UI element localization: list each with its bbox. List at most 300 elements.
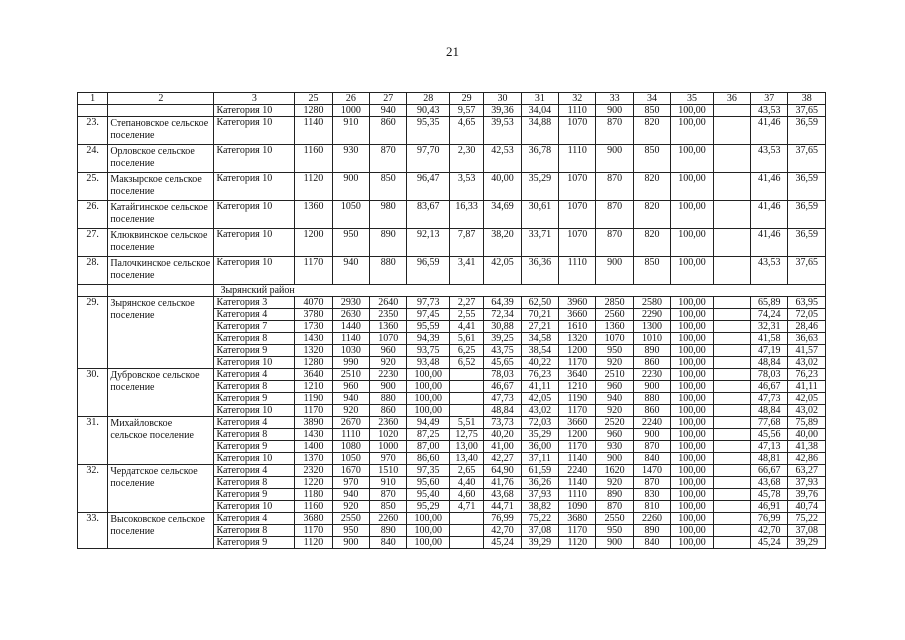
column-header: 35 xyxy=(671,93,713,105)
value-cell: 100,00 xyxy=(671,393,713,405)
value-cell: 41,58 xyxy=(751,333,788,345)
value-cell xyxy=(449,381,483,393)
value-cell: 2350 xyxy=(370,309,407,321)
category-cell: Категория 4 xyxy=(214,513,295,525)
value-cell: 880 xyxy=(633,393,670,405)
value-cell: 1110 xyxy=(559,105,596,117)
value-cell: 40,22 xyxy=(521,357,558,369)
value-cell: 38,20 xyxy=(484,229,521,257)
value-cell: 870 xyxy=(370,145,407,173)
value-cell: 930 xyxy=(596,441,633,453)
settlement-name-cell xyxy=(108,105,214,117)
value-cell: 1070 xyxy=(370,333,407,345)
district-row xyxy=(78,285,826,297)
value-cell: 4070 xyxy=(295,297,332,309)
value-cell: 74,24 xyxy=(751,309,788,321)
value-cell: 100,00 xyxy=(671,513,713,525)
value-cell: 41,38 xyxy=(788,441,826,453)
value-cell: 33,71 xyxy=(521,229,558,257)
value-cell: 920 xyxy=(596,357,633,369)
settlement-name-cell: Катайгинское сельское поселение xyxy=(108,201,214,229)
value-cell: 36,59 xyxy=(788,117,826,145)
value-cell: 34,04 xyxy=(521,105,558,117)
value-cell: 97,70 xyxy=(407,145,449,173)
value-cell: 97,73 xyxy=(407,297,449,309)
value-cell: 2230 xyxy=(370,369,407,381)
value-cell xyxy=(713,357,750,369)
value-cell: 100,00 xyxy=(407,393,449,405)
table-row xyxy=(78,417,826,429)
value-cell xyxy=(713,501,750,513)
value-cell: 35,29 xyxy=(521,173,558,201)
column-header: 32 xyxy=(559,93,596,105)
value-cell xyxy=(713,489,750,501)
row-number-cell xyxy=(78,105,108,117)
value-cell: 63,95 xyxy=(788,297,826,309)
value-cell: 100,00 xyxy=(671,489,713,501)
category-cell: Категория 4 xyxy=(214,369,295,381)
value-cell: 4,40 xyxy=(449,477,483,489)
value-cell: 38,82 xyxy=(521,501,558,513)
value-cell xyxy=(713,173,750,201)
value-cell: 2290 xyxy=(633,309,670,321)
value-cell: 900 xyxy=(596,537,633,549)
value-cell: 2510 xyxy=(332,369,369,381)
value-cell: 1140 xyxy=(559,477,596,489)
value-cell: 1170 xyxy=(295,405,332,417)
value-cell: 950 xyxy=(332,525,369,537)
value-cell: 100,00 xyxy=(671,501,713,513)
value-cell: 920 xyxy=(332,501,369,513)
value-cell: 890 xyxy=(596,489,633,501)
value-cell: 1170 xyxy=(559,405,596,417)
value-cell: 45,56 xyxy=(751,429,788,441)
value-cell: 36,59 xyxy=(788,201,826,229)
value-cell: 1360 xyxy=(370,321,407,333)
value-cell: 87,00 xyxy=(407,441,449,453)
value-cell: 2,65 xyxy=(449,465,483,477)
value-cell: 3960 xyxy=(559,297,596,309)
value-cell: 36,59 xyxy=(788,229,826,257)
value-cell: 100,00 xyxy=(671,405,713,417)
value-cell: 86,60 xyxy=(407,453,449,465)
value-cell: 100,00 xyxy=(407,381,449,393)
value-cell: 2640 xyxy=(370,297,407,309)
column-header: 30 xyxy=(484,93,521,105)
value-cell: 38,54 xyxy=(521,345,558,357)
value-cell: 6,25 xyxy=(449,345,483,357)
value-cell: 1170 xyxy=(295,257,332,285)
value-cell: 94,39 xyxy=(407,333,449,345)
value-cell: 1050 xyxy=(332,201,369,229)
value-cell: 1110 xyxy=(559,257,596,285)
value-cell: 43,53 xyxy=(751,105,788,117)
value-cell: 990 xyxy=(332,357,369,369)
value-cell: 72,03 xyxy=(521,417,558,429)
value-cell: 75,22 xyxy=(788,513,826,525)
value-cell: 41,57 xyxy=(788,345,826,357)
row-number-cell: 32. xyxy=(78,465,108,513)
value-cell xyxy=(713,453,750,465)
value-cell: 40,00 xyxy=(788,429,826,441)
value-cell: 47,73 xyxy=(751,393,788,405)
value-cell: 910 xyxy=(370,477,407,489)
row-number-cell: 23. xyxy=(78,117,108,145)
value-cell: 90,43 xyxy=(407,105,449,117)
value-cell: 3680 xyxy=(295,513,332,525)
category-cell: Категория 10 xyxy=(214,145,295,173)
category-cell: Категория 10 xyxy=(214,453,295,465)
value-cell: 2240 xyxy=(559,465,596,477)
value-cell: 36,00 xyxy=(521,441,558,453)
value-cell: 34,58 xyxy=(521,333,558,345)
value-cell: 1080 xyxy=(332,441,369,453)
value-cell: 61,59 xyxy=(521,465,558,477)
value-cell: 100,00 xyxy=(671,357,713,369)
value-cell: 900 xyxy=(633,429,670,441)
value-cell: 900 xyxy=(596,145,633,173)
value-cell: 42,86 xyxy=(788,453,826,465)
value-cell: 880 xyxy=(370,257,407,285)
value-cell: 1320 xyxy=(559,333,596,345)
value-cell: 2,30 xyxy=(449,145,483,173)
value-cell: 2560 xyxy=(596,309,633,321)
value-cell xyxy=(713,333,750,345)
value-cell: 1140 xyxy=(332,333,369,345)
value-cell xyxy=(713,309,750,321)
value-cell: 850 xyxy=(633,257,670,285)
value-cell: 37,65 xyxy=(788,145,826,173)
settlement-name-cell: Дубровское сельское поселение xyxy=(108,369,214,417)
value-cell: 100,00 xyxy=(671,537,713,549)
value-cell: 860 xyxy=(370,405,407,417)
settlement-name-cell xyxy=(108,285,214,297)
value-cell: 9,57 xyxy=(449,105,483,117)
category-cell: Категория 8 xyxy=(214,333,295,345)
value-cell xyxy=(713,381,750,393)
value-cell: 3660 xyxy=(559,309,596,321)
settlement-name-cell: Зырянское сельское поселение xyxy=(108,297,214,369)
value-cell: 1170 xyxy=(295,525,332,537)
value-cell: 1120 xyxy=(559,537,596,549)
value-cell: 1280 xyxy=(295,357,332,369)
column-header: 28 xyxy=(407,93,449,105)
value-cell: 1300 xyxy=(633,321,670,333)
value-cell: 39,29 xyxy=(788,537,826,549)
value-cell: 840 xyxy=(633,537,670,549)
value-cell: 37,11 xyxy=(521,453,558,465)
value-cell: 5,61 xyxy=(449,333,483,345)
value-cell: 95,35 xyxy=(407,117,449,145)
value-cell: 72,05 xyxy=(788,309,826,321)
value-cell: 7,87 xyxy=(449,229,483,257)
value-cell: 870 xyxy=(596,229,633,257)
tariff-table xyxy=(77,92,826,549)
value-cell xyxy=(713,441,750,453)
value-cell xyxy=(713,145,750,173)
value-cell: 1000 xyxy=(332,105,369,117)
value-cell: 41,46 xyxy=(751,201,788,229)
value-cell: 1070 xyxy=(559,117,596,145)
value-cell: 1190 xyxy=(295,393,332,405)
table-row xyxy=(78,369,826,381)
value-cell: 2,27 xyxy=(449,297,483,309)
value-cell: 1200 xyxy=(559,345,596,357)
table-row xyxy=(78,117,826,145)
value-cell: 100,00 xyxy=(671,453,713,465)
column-header: 37 xyxy=(751,93,788,105)
value-cell: 62,50 xyxy=(521,297,558,309)
value-cell: 39,53 xyxy=(484,117,521,145)
value-cell: 43,68 xyxy=(484,489,521,501)
value-cell: 100,00 xyxy=(407,405,449,417)
value-cell: 100,00 xyxy=(671,201,713,229)
value-cell: 41,11 xyxy=(788,381,826,393)
value-cell: 78,03 xyxy=(484,369,521,381)
column-header: 3 xyxy=(214,93,295,105)
value-cell: 900 xyxy=(332,537,369,549)
value-cell: 1510 xyxy=(370,465,407,477)
value-cell: 1160 xyxy=(295,145,332,173)
page-number: 21 xyxy=(446,44,459,59)
category-cell: Категория 10 xyxy=(214,105,295,117)
value-cell: 1190 xyxy=(559,393,596,405)
table-row xyxy=(78,105,826,117)
value-cell: 42,05 xyxy=(484,257,521,285)
value-cell: 920 xyxy=(370,357,407,369)
category-cell: Категория 9 xyxy=(214,489,295,501)
settlement-name-cell: Михайловское сельское поселение xyxy=(108,417,214,465)
value-cell xyxy=(713,525,750,537)
value-cell: 960 xyxy=(596,381,633,393)
value-cell: 39,36 xyxy=(484,105,521,117)
value-cell: 41,11 xyxy=(521,381,558,393)
value-cell: 28,46 xyxy=(788,321,826,333)
value-cell: 42,53 xyxy=(484,145,521,173)
value-cell: 83,67 xyxy=(407,201,449,229)
value-cell xyxy=(449,525,483,537)
value-cell: 2260 xyxy=(370,513,407,525)
value-cell: 830 xyxy=(633,489,670,501)
value-cell: 66,67 xyxy=(751,465,788,477)
value-cell: 47,19 xyxy=(751,345,788,357)
value-cell: 820 xyxy=(633,229,670,257)
value-cell: 100,00 xyxy=(671,117,713,145)
value-cell: 87,25 xyxy=(407,429,449,441)
value-cell: 2230 xyxy=(633,369,670,381)
value-cell: 850 xyxy=(633,145,670,173)
value-cell: 100,00 xyxy=(407,369,449,381)
table-row xyxy=(78,229,826,257)
value-cell xyxy=(713,465,750,477)
value-cell: 4,60 xyxy=(449,489,483,501)
value-cell: 950 xyxy=(332,229,369,257)
value-cell: 900 xyxy=(596,453,633,465)
settlement-name-cell: Степановское сельское поселение xyxy=(108,117,214,145)
value-cell: 65,89 xyxy=(751,297,788,309)
value-cell xyxy=(449,537,483,549)
value-cell: 2850 xyxy=(596,297,633,309)
value-cell: 37,08 xyxy=(788,525,826,537)
table-row xyxy=(78,257,826,285)
table-body xyxy=(78,93,826,549)
value-cell: 43,02 xyxy=(788,357,826,369)
value-cell: 36,78 xyxy=(521,145,558,173)
value-cell: 1170 xyxy=(559,441,596,453)
value-cell: 1220 xyxy=(295,477,332,489)
value-cell xyxy=(713,345,750,357)
value-cell: 76,23 xyxy=(521,369,558,381)
value-cell xyxy=(449,405,483,417)
category-cell: Категория 10 xyxy=(214,201,295,229)
value-cell: 2930 xyxy=(332,297,369,309)
column-header: 38 xyxy=(788,93,826,105)
value-cell: 2360 xyxy=(370,417,407,429)
value-cell: 1620 xyxy=(596,465,633,477)
category-cell: Категория 9 xyxy=(214,441,295,453)
column-header: 34 xyxy=(633,93,670,105)
value-cell: 16,33 xyxy=(449,201,483,229)
row-number-cell: 30. xyxy=(78,369,108,417)
value-cell: 1200 xyxy=(295,229,332,257)
value-cell: 13,40 xyxy=(449,453,483,465)
value-cell: 93,75 xyxy=(407,345,449,357)
value-cell: 1110 xyxy=(332,429,369,441)
value-cell: 100,00 xyxy=(671,429,713,441)
category-cell: Категория 8 xyxy=(214,525,295,537)
value-cell: 870 xyxy=(596,201,633,229)
value-cell: 35,29 xyxy=(521,429,558,441)
settlement-name-cell: Макзырское сельское поселение xyxy=(108,173,214,201)
value-cell xyxy=(449,369,483,381)
value-cell: 3890 xyxy=(295,417,332,429)
value-cell: 4,41 xyxy=(449,321,483,333)
value-cell: 30,61 xyxy=(521,201,558,229)
value-cell xyxy=(713,257,750,285)
value-cell: 1120 xyxy=(295,537,332,549)
value-cell: 72,34 xyxy=(484,309,521,321)
value-cell: 1670 xyxy=(332,465,369,477)
value-cell: 63,27 xyxy=(788,465,826,477)
value-cell: 2320 xyxy=(295,465,332,477)
value-cell: 4,71 xyxy=(449,501,483,513)
value-cell: 6,52 xyxy=(449,357,483,369)
value-cell: 46,67 xyxy=(484,381,521,393)
value-cell: 3,41 xyxy=(449,257,483,285)
table-row xyxy=(78,513,826,525)
value-cell: 75,22 xyxy=(521,513,558,525)
category-cell: Категория 10 xyxy=(214,501,295,513)
value-cell: 42,05 xyxy=(788,393,826,405)
value-cell: 870 xyxy=(370,489,407,501)
value-cell: 36,63 xyxy=(788,333,826,345)
value-cell: 100,00 xyxy=(671,105,713,117)
value-cell: 2240 xyxy=(633,417,670,429)
category-cell: Категория 9 xyxy=(214,345,295,357)
category-cell: Категория 8 xyxy=(214,429,295,441)
value-cell: 3660 xyxy=(559,417,596,429)
value-cell: 1470 xyxy=(633,465,670,477)
value-cell: 2510 xyxy=(596,369,633,381)
column-header: 33 xyxy=(596,93,633,105)
category-cell: Категория 3 xyxy=(214,297,295,309)
value-cell xyxy=(713,117,750,145)
value-cell: 1110 xyxy=(559,145,596,173)
value-cell: 1000 xyxy=(370,441,407,453)
value-cell: 940 xyxy=(332,257,369,285)
column-header: 26 xyxy=(332,93,369,105)
value-cell: 2670 xyxy=(332,417,369,429)
value-cell: 890 xyxy=(633,525,670,537)
value-cell: 2550 xyxy=(596,513,633,525)
value-cell: 96,47 xyxy=(407,173,449,201)
value-cell: 4,65 xyxy=(449,117,483,145)
value-cell: 1610 xyxy=(559,321,596,333)
value-cell: 47,73 xyxy=(484,393,521,405)
settlement-name-cell: Палочкинское сельское поселение xyxy=(108,257,214,285)
value-cell: 45,65 xyxy=(484,357,521,369)
value-cell: 93,48 xyxy=(407,357,449,369)
value-cell: 820 xyxy=(633,117,670,145)
column-header: 36 xyxy=(713,93,750,105)
row-number-cell: 27. xyxy=(78,229,108,257)
value-cell xyxy=(713,201,750,229)
value-cell: 43,75 xyxy=(484,345,521,357)
value-cell: 1320 xyxy=(295,345,332,357)
value-cell: 1070 xyxy=(559,229,596,257)
value-cell: 45,24 xyxy=(484,537,521,549)
value-cell: 43,53 xyxy=(751,257,788,285)
district-label: Зырянский район xyxy=(214,285,826,297)
value-cell: 1210 xyxy=(559,381,596,393)
value-cell: 920 xyxy=(596,477,633,489)
value-cell: 920 xyxy=(332,405,369,417)
value-cell xyxy=(713,417,750,429)
value-cell: 70,21 xyxy=(521,309,558,321)
settlement-name-cell: Клюквинское сельское поселение xyxy=(108,229,214,257)
value-cell: 43,68 xyxy=(751,477,788,489)
table-row xyxy=(78,145,826,173)
column-header: 31 xyxy=(521,93,558,105)
category-cell: Категория 8 xyxy=(214,381,295,393)
category-cell: Категория 10 xyxy=(214,173,295,201)
row-number-cell: 25. xyxy=(78,173,108,201)
value-cell: 930 xyxy=(332,145,369,173)
value-cell: 41,46 xyxy=(751,173,788,201)
value-cell xyxy=(713,393,750,405)
value-cell: 1030 xyxy=(332,345,369,357)
value-cell: 40,00 xyxy=(484,173,521,201)
value-cell: 76,23 xyxy=(788,369,826,381)
value-cell: 94,49 xyxy=(407,417,449,429)
settlement-name-cell: Высоковское сельское поселение xyxy=(108,513,214,549)
category-cell: Категория 10 xyxy=(214,357,295,369)
value-cell: 100,00 xyxy=(671,321,713,333)
value-cell: 3780 xyxy=(295,309,332,321)
value-cell: 1110 xyxy=(559,489,596,501)
value-cell: 100,00 xyxy=(671,477,713,489)
value-cell xyxy=(449,393,483,405)
value-cell xyxy=(713,321,750,333)
value-cell: 100,00 xyxy=(407,537,449,549)
value-cell xyxy=(713,537,750,549)
value-cell: 36,26 xyxy=(521,477,558,489)
value-cell: 900 xyxy=(370,381,407,393)
value-cell: 100,00 xyxy=(671,465,713,477)
value-cell: 41,00 xyxy=(484,441,521,453)
value-cell: 820 xyxy=(633,201,670,229)
column-header: 2 xyxy=(108,93,214,105)
